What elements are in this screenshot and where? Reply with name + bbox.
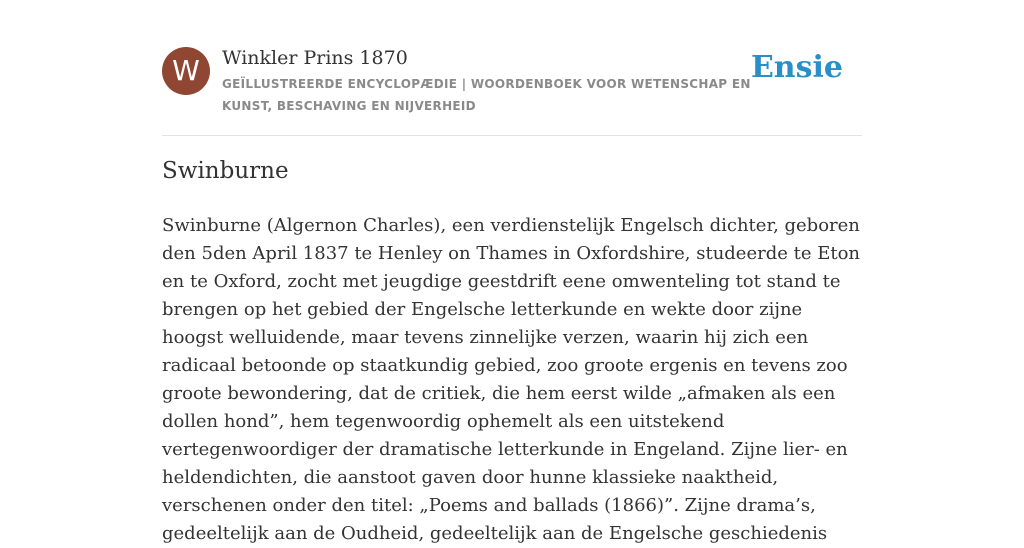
source-title[interactable]: Winkler Prins 1870 xyxy=(222,47,408,69)
ensie-logo[interactable]: Ensie xyxy=(750,50,843,85)
source-header xyxy=(162,46,862,136)
source-subtitle: GEÏLLUSTREERDE ENCYCLOPÆDIE | WOORDENBOEK VOOR WETENSCHAP EN KUNST, BESCHAVING EN NIJVERHEID xyxy=(222,77,751,113)
source-avatar[interactable]: W xyxy=(162,47,210,95)
entry-title: Swinburne xyxy=(162,158,289,184)
entry-body: Swinburne (Algernon Charles), een verdienstelijk Engelsch dichter, geboren den 5den April 1837 te Henley on Thames in Oxfordshire, studeerde te Eton en te Oxford, zocht met jeugdige geestdrift eene omwenteling tot stand te brengen op het gebied der Engelsche letterkunde en wekte door zijne hoogst welluidende, maar tevens zinnelijke verzen, waarin hij zich een radicaal betoonde op staatkundig gebied, zoo groote ergenis en tevens zoo groote bewondering, dat de critiek, die hem eerst wilde „afmaken als een dollen hond”, hem tegenwoordig ophemelt als een uitstekend vertegenwoordiger der dramatische letterkunde in Engeland. Zijne lier- en heldendichten, die aanstoot gaven door hunne klassieke naaktheid, verschenen onder den titel: „Poems and ballads (1866)”. Zijne drama’s, gedeeltelijk aan de Oudheid, gedeeltelijk aan de Engelsche geschiedenis xyxy=(162,215,861,544)
